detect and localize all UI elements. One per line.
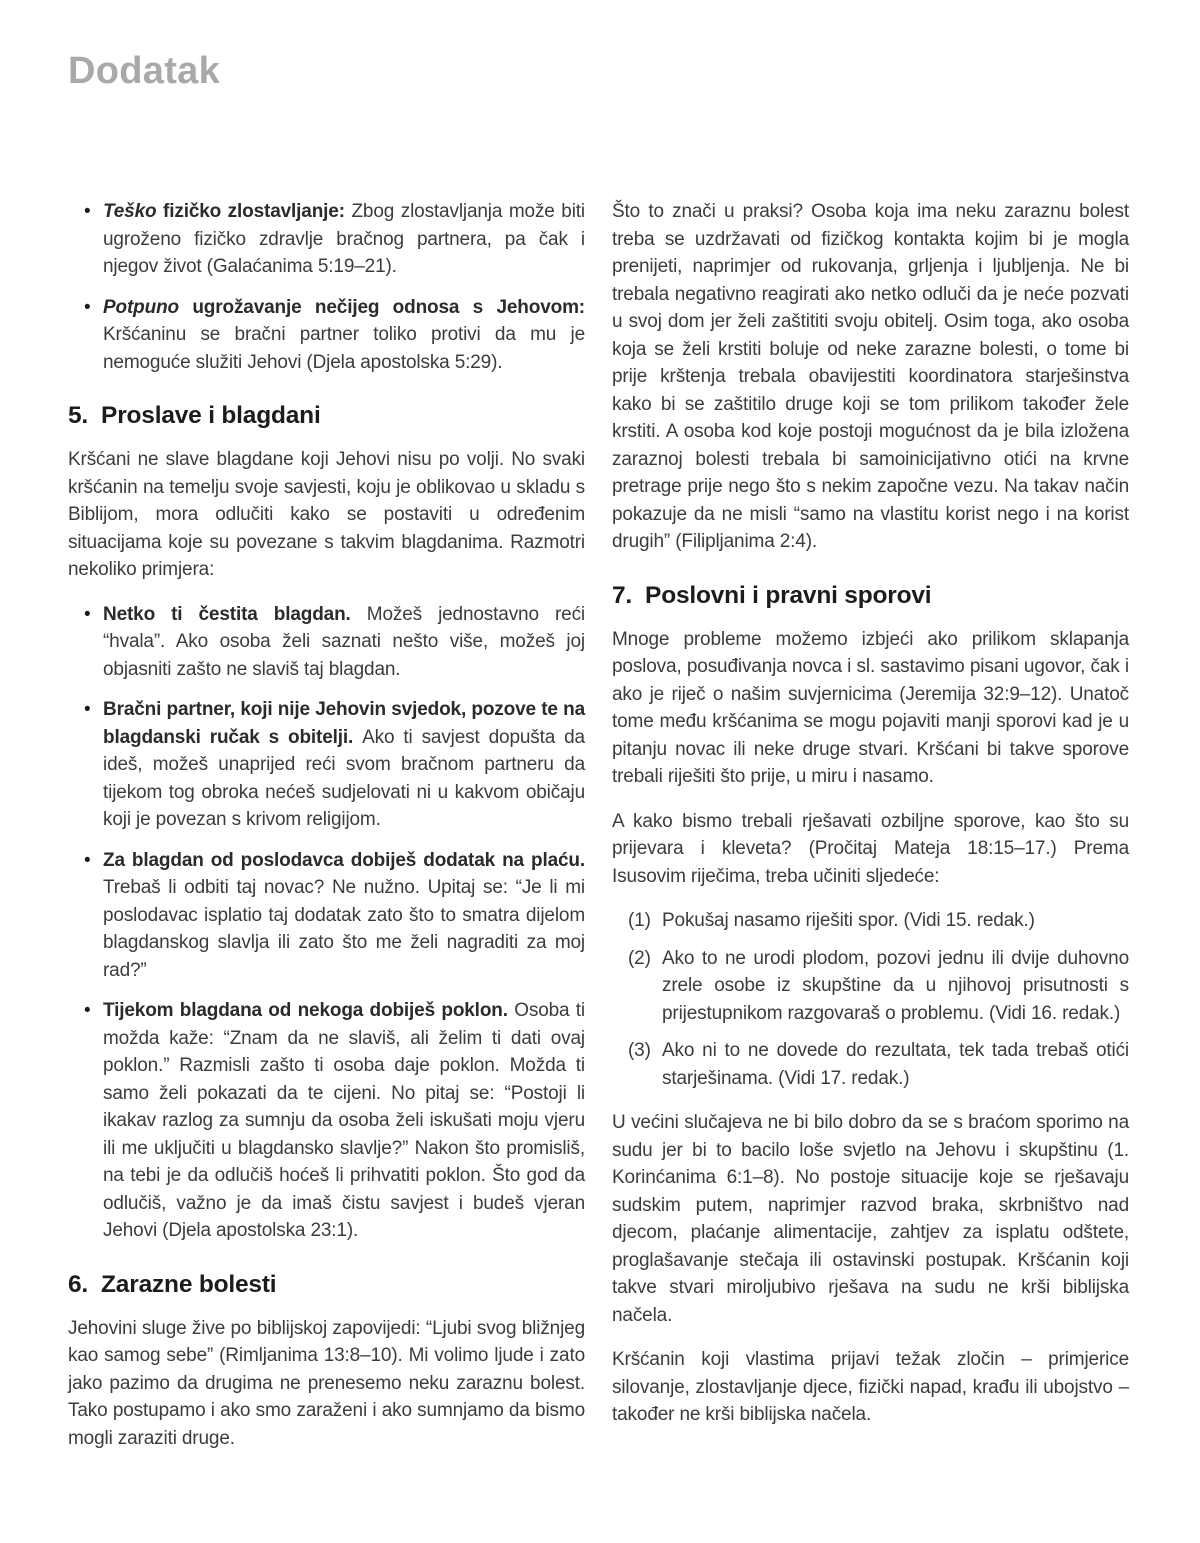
lead-italic-text: Teško <box>103 201 157 222</box>
section-5-heading <box>68 402 585 430</box>
step-number: (1) <box>628 910 651 931</box>
list-item-text <box>103 997 585 1245</box>
lead-bold-text: Za blagdan od poslodavca dobiješ dodatak na plaću. <box>103 849 585 871</box>
body-text: Kršćaninu se bračni partner toliko protivi da mu je nemoguće služiti Jehovi (Djela apostolska 5:29). <box>103 324 585 373</box>
list-item-text <box>103 601 585 684</box>
bullet-icon: • <box>84 699 91 720</box>
dispute-steps-list <box>612 907 1129 1092</box>
list-item <box>68 198 585 281</box>
lead-bold-text: Tijekom blagdana od nekoga dobiješ poklon. <box>103 1000 515 1021</box>
lead-bold-text: ugrožavanje nečijeg odnosa s Jehovom: <box>178 296 585 318</box>
step-text: Ako ni to ne dovede do rezultata, tek tada trebaš otići starješinama. (Vidi 17. redak.) <box>662 1040 1129 1089</box>
step-item <box>612 907 1129 935</box>
section-title: Poslovni i pravni sporovi <box>645 581 932 609</box>
section-7-paragraph-3: U većini slučajeva ne bi bilo dobro da se s braćom sporimo na sudu jer bi to bacilo loše svjetlo na Jehovu i skupštinu (1. Korinćanima 6:1–8). No postoje situacije koje se rješavaju sudskim putem, naprimjer razvod braka, skrbništvo nad djecom, plaćanje alimentacije, zahtjev za isplatu odštete, proglašavanje stečaja ili ostavinski postupak. Kršćanin koji takve stvari miroljubivo rješava na sudu ne krši biblijska načela. <box>612 1112 1129 1326</box>
abuse-bullet-list <box>68 198 585 376</box>
section-7-paragraph-2: A kako bismo trebali rješavati ozbiljne sporove, kao što su prijevara i kleveta? (Pročitaj Mateja 18:15–17.) Prema Isusovim riječima, treba učiniti sljedeće: <box>612 810 1129 887</box>
section-6-heading <box>68 1271 585 1299</box>
list-item <box>68 696 585 834</box>
section-number: 7. <box>612 581 633 609</box>
step-item <box>612 1037 1129 1092</box>
step-number: (3) <box>628 1040 651 1061</box>
section-7-paragraph-1: Mnoge probleme možemo izbjeći ako prilikom sklapanja poslova, posuđivanja novca i sl. sastavimo pisani ugovor, čak i ako je riječ o našim suvjernicima (Jeremija 32:9–12). Unatoč tome među kršćanima se mogu pojaviti manji sporovi kad je u pitanju novac ili neke druge stvari. Kršćani bi takve sporove trebali riješiti što prije, u miru i nasamo. <box>612 628 1129 787</box>
lead-bold-text: Bračni partner, koji nije Jehovin svjedok, pozove te na blagdanski ručak s obitelji. <box>103 699 585 748</box>
step-number: (2) <box>628 947 651 969</box>
list-item-text <box>103 198 585 281</box>
bullet-icon: • <box>84 849 91 871</box>
section-number: 5. <box>68 402 89 429</box>
bullet-icon: • <box>84 603 91 625</box>
step-text: Pokušaj nasamo riješiti spor. (Vidi 15. redak.) <box>662 910 1035 931</box>
diseases-practice-paragraph: Što to znači u praksi? Osoba koja ima neku zaraznu bolest treba se uzdržavati od fizičkog kontakta kojim bi je mogla prenijeti, naprimjer od rukovanja, grljenja i ljubljenja. Ne bi trebala negativno reagirati ako netko odluči da je neće pozvati u svoj dom jer želi zaštititi svoju obitelj. Osim toga, ako osoba koja se želi krstiti boluje od neke zarazne bolesti, o tome bi prije krštenja trebala obavijestiti koordinatora starješinstva kako bi se zaštitilo druge koji se tom prilikom također žele krstiti. A osoba kod koje postoji mogućnost da je bila izložena zaraznoj bolesti trebala bi samoinicijativno otići na krvne pretrage prije nego što s nekim započne vezu. Na takav način pokazuje da ne misli “samo na vlastitu korist nego i na korist drugih” (Filipljanima 2:4). <box>612 201 1129 552</box>
page-title: Dodatak <box>68 50 221 92</box>
body-text: Ako ti savjest dopušta da ideš, možeš unaprijed reći svom bračnom partneru da tijekom tog obroka nećeš sudjelovati ni u kakvom običaju koji je povezan s krivom religijom. <box>103 726 585 830</box>
lead-italic-text: Potpuno <box>103 296 179 318</box>
list-item-text <box>103 847 585 985</box>
body-text: Trebaš li odbiti taj novac? Ne nužno. Upitaj se: “Je li mi poslodavac isplatio taj dodatak zato što to smatra dijelom blagdanskog slavlja ili zato što me želi nagraditi za moj rad?” <box>103 877 585 981</box>
body-text: Zbog zlostavljanja može biti ugroženo fizičko zdravlje bračnog partnera, pa čak i njegov život (Galaćanima 5:19–21). <box>103 201 585 277</box>
section-5-intro-paragraph: Kršćani ne slave blagdane koji Jehovi nisu po volji. No svaki kršćanin na temelju svoje savjesti, koju je oblikovao u skladu s Biblijom, mora odlučiti kako se postaviti u određenim situacijama koje su povezane s takvim blagdanima. Razmotri nekoliko primjera: <box>68 449 585 580</box>
section-number: 6. <box>68 1270 89 1298</box>
list-item <box>68 294 585 377</box>
list-item-text <box>103 294 585 377</box>
lead-bold-text: fizičko zlostavljanje: <box>156 201 352 222</box>
bullet-icon: • <box>84 1000 91 1021</box>
section-7-paragraph-4: Kršćanin koji vlastima prijavi težak zločin – primjerice silovanje, zlostavljanje djece, fizički napad, krađu ili ubojstvo – također ne krši biblijska načela. <box>612 1349 1129 1425</box>
lead-bold-text: Netko ti čestita blagdan. <box>103 603 367 625</box>
step-text: Ako to ne urodi plodom, pozovi jednu ili dvije duhovno zrele osobe iz skupštine da u njihovoj prisutnosti s prijestupnikom razgovaraš o problemu. (Vidi 16. redak.) <box>662 947 1129 1024</box>
body-text: Osoba ti možda kaže: “Znam da ne slaviš, ali želim ti dati ovaj poklon.” Razmisli zašto ti osoba daje poklon. Možda ti samo želi pokazati da te cijeni. No pitaj se: “Postoji li ikakav razlog za sumnju da osoba želi iskušati moju vjeru ili me uključiti u blagdansko slavlje?” Nakon što promisliš, na tebi je da odlučiš hoćeš li prihvatiti poklon. Što god da odlučiš, važno je da imaš čistu savjest i budeš vjeran Jehovi (Djela apostolska 23:1). <box>103 1000 586 1241</box>
holidays-bullet-list <box>68 601 585 1245</box>
body-text: Možeš jednostavno reći “hvala”. Ako osoba želi saznati nešto više, možeš joj objasniti zašto ne slaviš taj blagdan. <box>103 603 585 680</box>
section-6-paragraph: Jehovini sluge žive po biblijskoj zapovijedi: “Ljubi svog bližnjeg kao samog sebe” (Rimljanima 13:8–10). Mi volimo ljude i zato jako pazimo da drugima ne prenesemo neku zaraznu bolest. Tako postupamo i ako smo zaraženi i ako sumnjamo da bismo mogli zaraziti druge. <box>68 1317 585 1449</box>
section-7-heading <box>612 582 1129 610</box>
bullet-icon: • <box>84 201 91 222</box>
section-title: Proslave i blagdani <box>101 402 321 429</box>
list-item <box>68 997 585 1245</box>
right-column <box>612 198 1129 1469</box>
list-item-text <box>103 696 585 834</box>
two-column-layout <box>68 198 1132 1469</box>
bullet-icon: • <box>84 296 91 318</box>
list-item <box>68 601 585 684</box>
list-item <box>68 847 585 985</box>
left-column <box>68 198 585 1469</box>
section-title: Zarazne bolesti <box>101 1270 277 1298</box>
step-item <box>612 945 1129 1028</box>
